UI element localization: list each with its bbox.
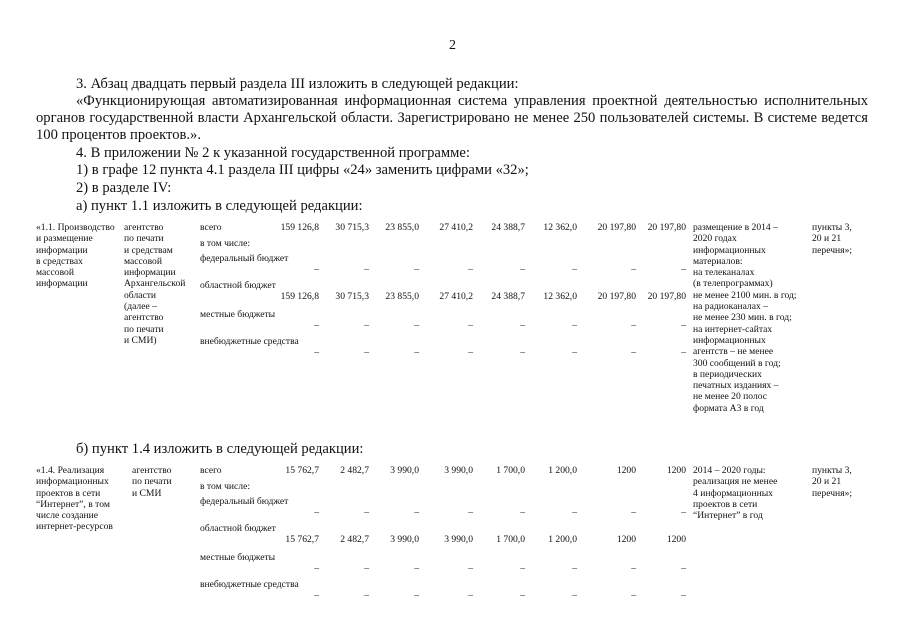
executor-cell: агентство по печати и средствам массовой информации Архангельской области (далее – агентство по печати и СМИ) (124, 222, 186, 346)
amount-cell: – (468, 507, 473, 519)
amount-cell: – (681, 590, 686, 602)
amount-cell: – (631, 264, 636, 276)
amount-cell: – (314, 320, 319, 332)
amount-cell: 1 700,0 (496, 465, 525, 476)
funding-source: областной бюджет (200, 280, 276, 291)
funding-source: федеральный бюджет (200, 496, 289, 507)
paragraph-4-2a: а) пункт 1.1 изложить в следующей редакции: (76, 198, 363, 214)
paragraph-3: 3. Абзац двадцать первый раздела III изложить в следующей редакции: (76, 76, 519, 92)
amount-cell: – (468, 264, 473, 276)
amount-cell: 1 700,0 (496, 534, 525, 546)
amount-cell: – (681, 347, 686, 359)
amount-cell: – (681, 507, 686, 519)
amount-cell: – (468, 347, 473, 359)
amount-cell: – (364, 590, 369, 602)
amount-cell: – (414, 320, 419, 332)
amount-cell: – (572, 264, 577, 276)
paragraph-4-2b: б) пункт 1.4 изложить в следующей редакции: (76, 441, 364, 457)
amount-cell: 20 197,80 (597, 291, 636, 303)
amount-cell: 27 410,2 (439, 291, 473, 303)
amount-cell: – (364, 347, 369, 359)
amount-cell: – (572, 507, 577, 519)
item-title: «1.4. Реализация информационных проектов в сети “Интернет”, в том числе создание интернет-ресурсов (36, 465, 113, 533)
amount-cell: 1200 (666, 534, 686, 546)
paragraph-4-1: 1) в графе 12 пункта 4.1 раздела III цифры «24» заменить цифрами «32»; (76, 162, 529, 178)
amount-cell: 3 990,0 (390, 534, 419, 546)
paragraph-3-quote: «Функционирующая автоматизированная информационная система управления проектной деятельностью исполнительных органов государственной власти Архангельской области. Зарегистрировано не менее 250 пользователей системы. В системе ведется 100 процентов проектов.». (36, 93, 868, 143)
amount-cell: – (314, 590, 319, 602)
amount-cell: – (414, 507, 419, 519)
reference-cell: пункты 3, 20 и 21 перечня»; (812, 465, 853, 499)
amount-cell: 15 762,7 (285, 534, 319, 546)
result-cell: размещение в 2014 – 2020 годах информационных материалов: на телеканалах (в телепрограммах) не менее 2100 мин. в год; на радиоканалах – не менее 230 мин. в год; на интернет-сайтах информационных агентств – не менее 300 сообщений в год; в периодических печатных изданиях – не менее 20 полос формата А3 в год (693, 222, 797, 414)
item-title: «1.1. Производство и размещение информации в средствах массовой информации (36, 222, 115, 290)
amount-cell: 1 200,0 (548, 534, 577, 546)
funding-source: в том числе: (200, 481, 251, 492)
amount-cell: 1200 (616, 465, 636, 476)
amount-cell: 20 197,80 (647, 222, 686, 233)
funding-source: внебюджетные средства (200, 579, 299, 590)
amount-cell: 2 482,7 (340, 534, 369, 546)
amount-cell: 1 200,0 (548, 465, 577, 476)
amount-cell: – (631, 507, 636, 519)
amount-cell: 12 362,0 (543, 291, 577, 303)
amount-cell: – (314, 264, 319, 276)
amount-cell: – (572, 563, 577, 575)
amount-cell: – (414, 347, 419, 359)
table-item-1-1 (36, 222, 870, 432)
amount-cell: 30 715,3 (335, 222, 369, 233)
amount-cell: – (414, 264, 419, 276)
paragraph-4: 4. В приложении № 2 к указанной государственной программе: (76, 145, 470, 161)
amount-cell: – (468, 590, 473, 602)
amount-cell: 159 126,8 (280, 291, 319, 303)
amount-cell: – (364, 264, 369, 276)
amount-cell: 159 126,8 (280, 222, 319, 233)
amount-cell: 24 388,7 (491, 291, 525, 303)
amount-cell: 15 762,7 (285, 465, 319, 476)
amount-cell: – (681, 563, 686, 575)
amount-cell: 20 197,80 (597, 222, 636, 233)
amount-cell: – (414, 563, 419, 575)
amount-cell: – (520, 590, 525, 602)
funding-source: в том числе: (200, 238, 251, 249)
amount-cell: 3 990,0 (444, 465, 473, 476)
amount-cell: – (364, 507, 369, 519)
funding-source: областной бюджет (200, 523, 276, 534)
amount-cell: 2 482,7 (340, 465, 369, 476)
amount-cell: – (520, 320, 525, 332)
funding-source: местные бюджеты (200, 552, 276, 563)
amount-cell: – (572, 347, 577, 359)
amount-cell: – (631, 320, 636, 332)
amount-cell: – (468, 320, 473, 332)
amount-cell: – (520, 264, 525, 276)
amount-cell: 23 855,0 (385, 222, 419, 233)
amount-cell: 27 410,2 (439, 222, 473, 233)
amount-cell: – (314, 563, 319, 575)
amount-cell: – (631, 347, 636, 359)
funding-source: внебюджетные средства (200, 336, 299, 347)
amount-cell: 3 990,0 (390, 465, 419, 476)
funding-source: федеральный бюджет (200, 253, 289, 264)
amount-cell: 30 715,3 (335, 291, 369, 303)
table-item-1-4 (36, 465, 870, 610)
amount-cell: 12 362,0 (543, 222, 577, 233)
amount-cell: 24 388,7 (491, 222, 525, 233)
amount-cell: 1200 (616, 534, 636, 546)
amount-cell: – (468, 563, 473, 575)
amount-cell: – (314, 347, 319, 359)
amount-cell: 23 855,0 (385, 291, 419, 303)
amount-cell: – (681, 320, 686, 332)
page-number: 2 (449, 38, 456, 53)
funding-source: всего (200, 465, 222, 476)
executor-cell: агентство по печати и СМИ (132, 465, 172, 499)
amount-cell: 20 197,80 (647, 291, 686, 303)
funding-source: местные бюджеты (200, 309, 276, 320)
amount-cell: 3 990,0 (444, 534, 473, 546)
amount-cell: – (364, 563, 369, 575)
amount-cell: 1200 (666, 465, 686, 476)
amount-cell: – (364, 320, 369, 332)
amount-cell: – (572, 320, 577, 332)
reference-cell: пункты 3, 20 и 21 перечня»; (812, 222, 853, 256)
result-cell: 2014 – 2020 годы: реализация не менее 4 информационных проектов в сети “Интернет” в год (693, 465, 778, 522)
amount-cell: – (631, 590, 636, 602)
amount-cell: – (631, 563, 636, 575)
amount-cell: – (520, 347, 525, 359)
amount-cell: – (414, 590, 419, 602)
amount-cell: – (681, 264, 686, 276)
amount-cell: – (314, 507, 319, 519)
amount-cell: – (520, 507, 525, 519)
paragraph-4-2: 2) в разделе IV: (76, 180, 172, 196)
amount-cell: – (520, 563, 525, 575)
amount-cell: – (572, 590, 577, 602)
funding-source: всего (200, 222, 222, 233)
